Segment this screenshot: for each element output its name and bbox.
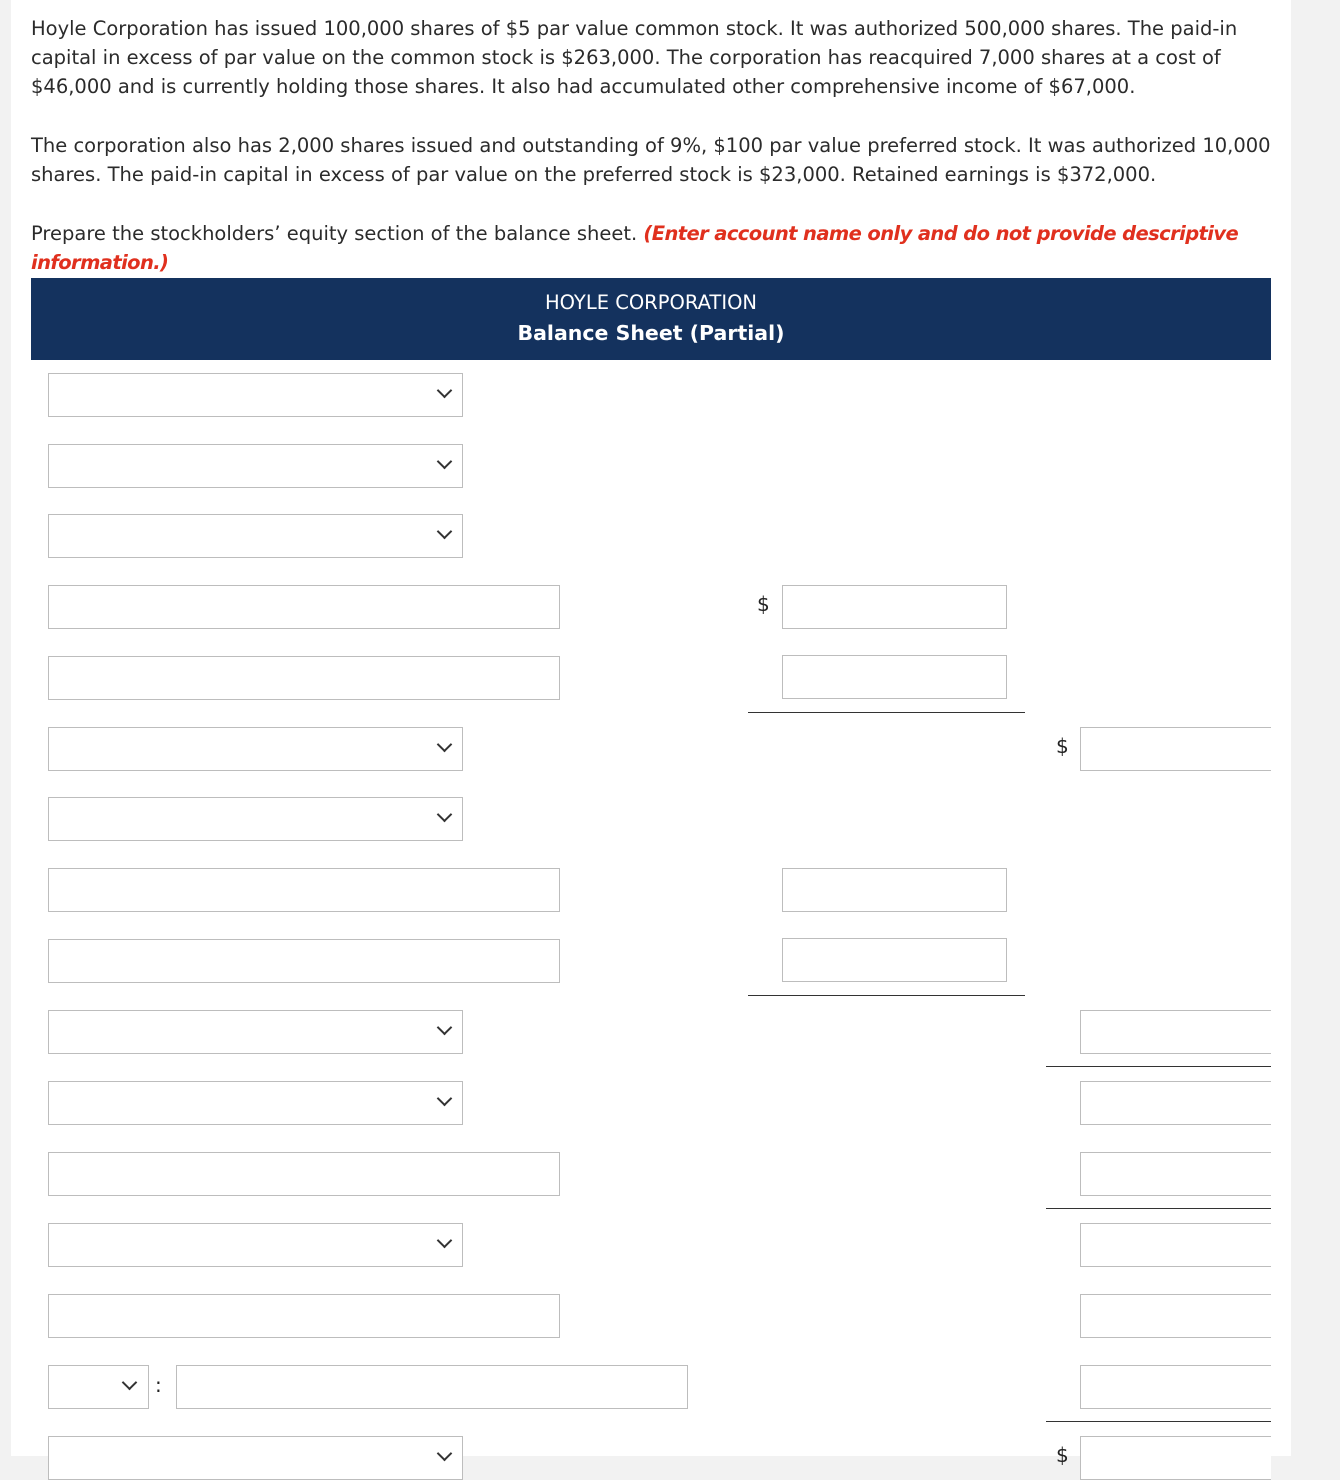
problem-paragraph-1: Hoyle Corporation has issued 100,000 shares of $5 par value common stock. It was authorized 500,000 shares. The paid-in capital in excess of par value on the common stock is $263,000. The corporation has reacquired 7,000 shares at a cost of $46,000 and is currently holding those shares. It also had accumulated other comprehensive income of $67,000. (31, 17, 1238, 98)
account-name-input-14[interactable] (48, 1294, 560, 1338)
total-rule (1046, 1066, 1271, 1067)
balance-sheet-header (31, 278, 1271, 360)
company-name: HOYLE CORPORATION (544, 291, 758, 314)
total-input-11[interactable] (1080, 1081, 1271, 1125)
instruction-main: Prepare the stockholders’ equity section of the balance sheet. (31, 222, 638, 245)
account-select-10[interactable] (48, 1010, 463, 1054)
instruction-hint: (Enter account name only and do not provide descriptive information.) (31, 222, 1239, 274)
account-select-2[interactable] (48, 444, 463, 488)
total-input-14[interactable] (1080, 1294, 1271, 1338)
dollar-sign: $ (1056, 734, 1069, 758)
account-select-7[interactable] (48, 797, 463, 841)
amount-input-8[interactable] (782, 868, 1007, 912)
account-name-input-8[interactable] (48, 868, 560, 912)
account-select-1[interactable] (48, 373, 463, 417)
total-input-15[interactable] (1080, 1365, 1271, 1409)
dollar-sign: $ (1056, 1443, 1069, 1467)
total-input-13[interactable] (1080, 1223, 1271, 1267)
total-rule (1046, 1421, 1271, 1422)
total-input-12[interactable] (1080, 1152, 1271, 1196)
problem-paragraph-2: The corporation also has 2,000 shares issued and outstanding of 9%, $100 par value preferred stock. It was authorized 10,000 shares. The paid-in capital in excess of par value on the preferred stock is $23,000. Retained earnings is $372,000. (31, 134, 1271, 186)
account-name-input-4[interactable] (48, 585, 560, 629)
total-input-6[interactable] (1080, 727, 1271, 771)
instruction-text (31, 219, 1276, 277)
account-name-input-12[interactable] (48, 1152, 560, 1196)
less-select[interactable] (48, 1365, 149, 1409)
total-input-10[interactable] (1080, 1010, 1271, 1054)
account-select-13[interactable] (48, 1223, 463, 1267)
amount-input-9[interactable] (782, 938, 1007, 982)
account-name-input-15[interactable] (176, 1365, 688, 1409)
amount-input-5[interactable] (782, 655, 1007, 699)
subtotal-rule (748, 995, 1025, 996)
account-select-6[interactable] (48, 727, 463, 771)
account-select-16[interactable] (48, 1436, 463, 1480)
statement-title: Balance Sheet (Partial) (517, 321, 785, 345)
total-input-16[interactable] (1080, 1436, 1271, 1480)
colon-separator: : (155, 1373, 162, 1397)
total-rule (1046, 1208, 1271, 1209)
account-select-11[interactable] (48, 1081, 463, 1125)
subtotal-rule (748, 712, 1025, 713)
account-select-3[interactable] (48, 514, 463, 558)
account-name-input-5[interactable] (48, 656, 560, 700)
dollar-sign: $ (757, 592, 770, 616)
account-name-input-9[interactable] (48, 939, 560, 983)
amount-input-4[interactable] (782, 585, 1007, 629)
